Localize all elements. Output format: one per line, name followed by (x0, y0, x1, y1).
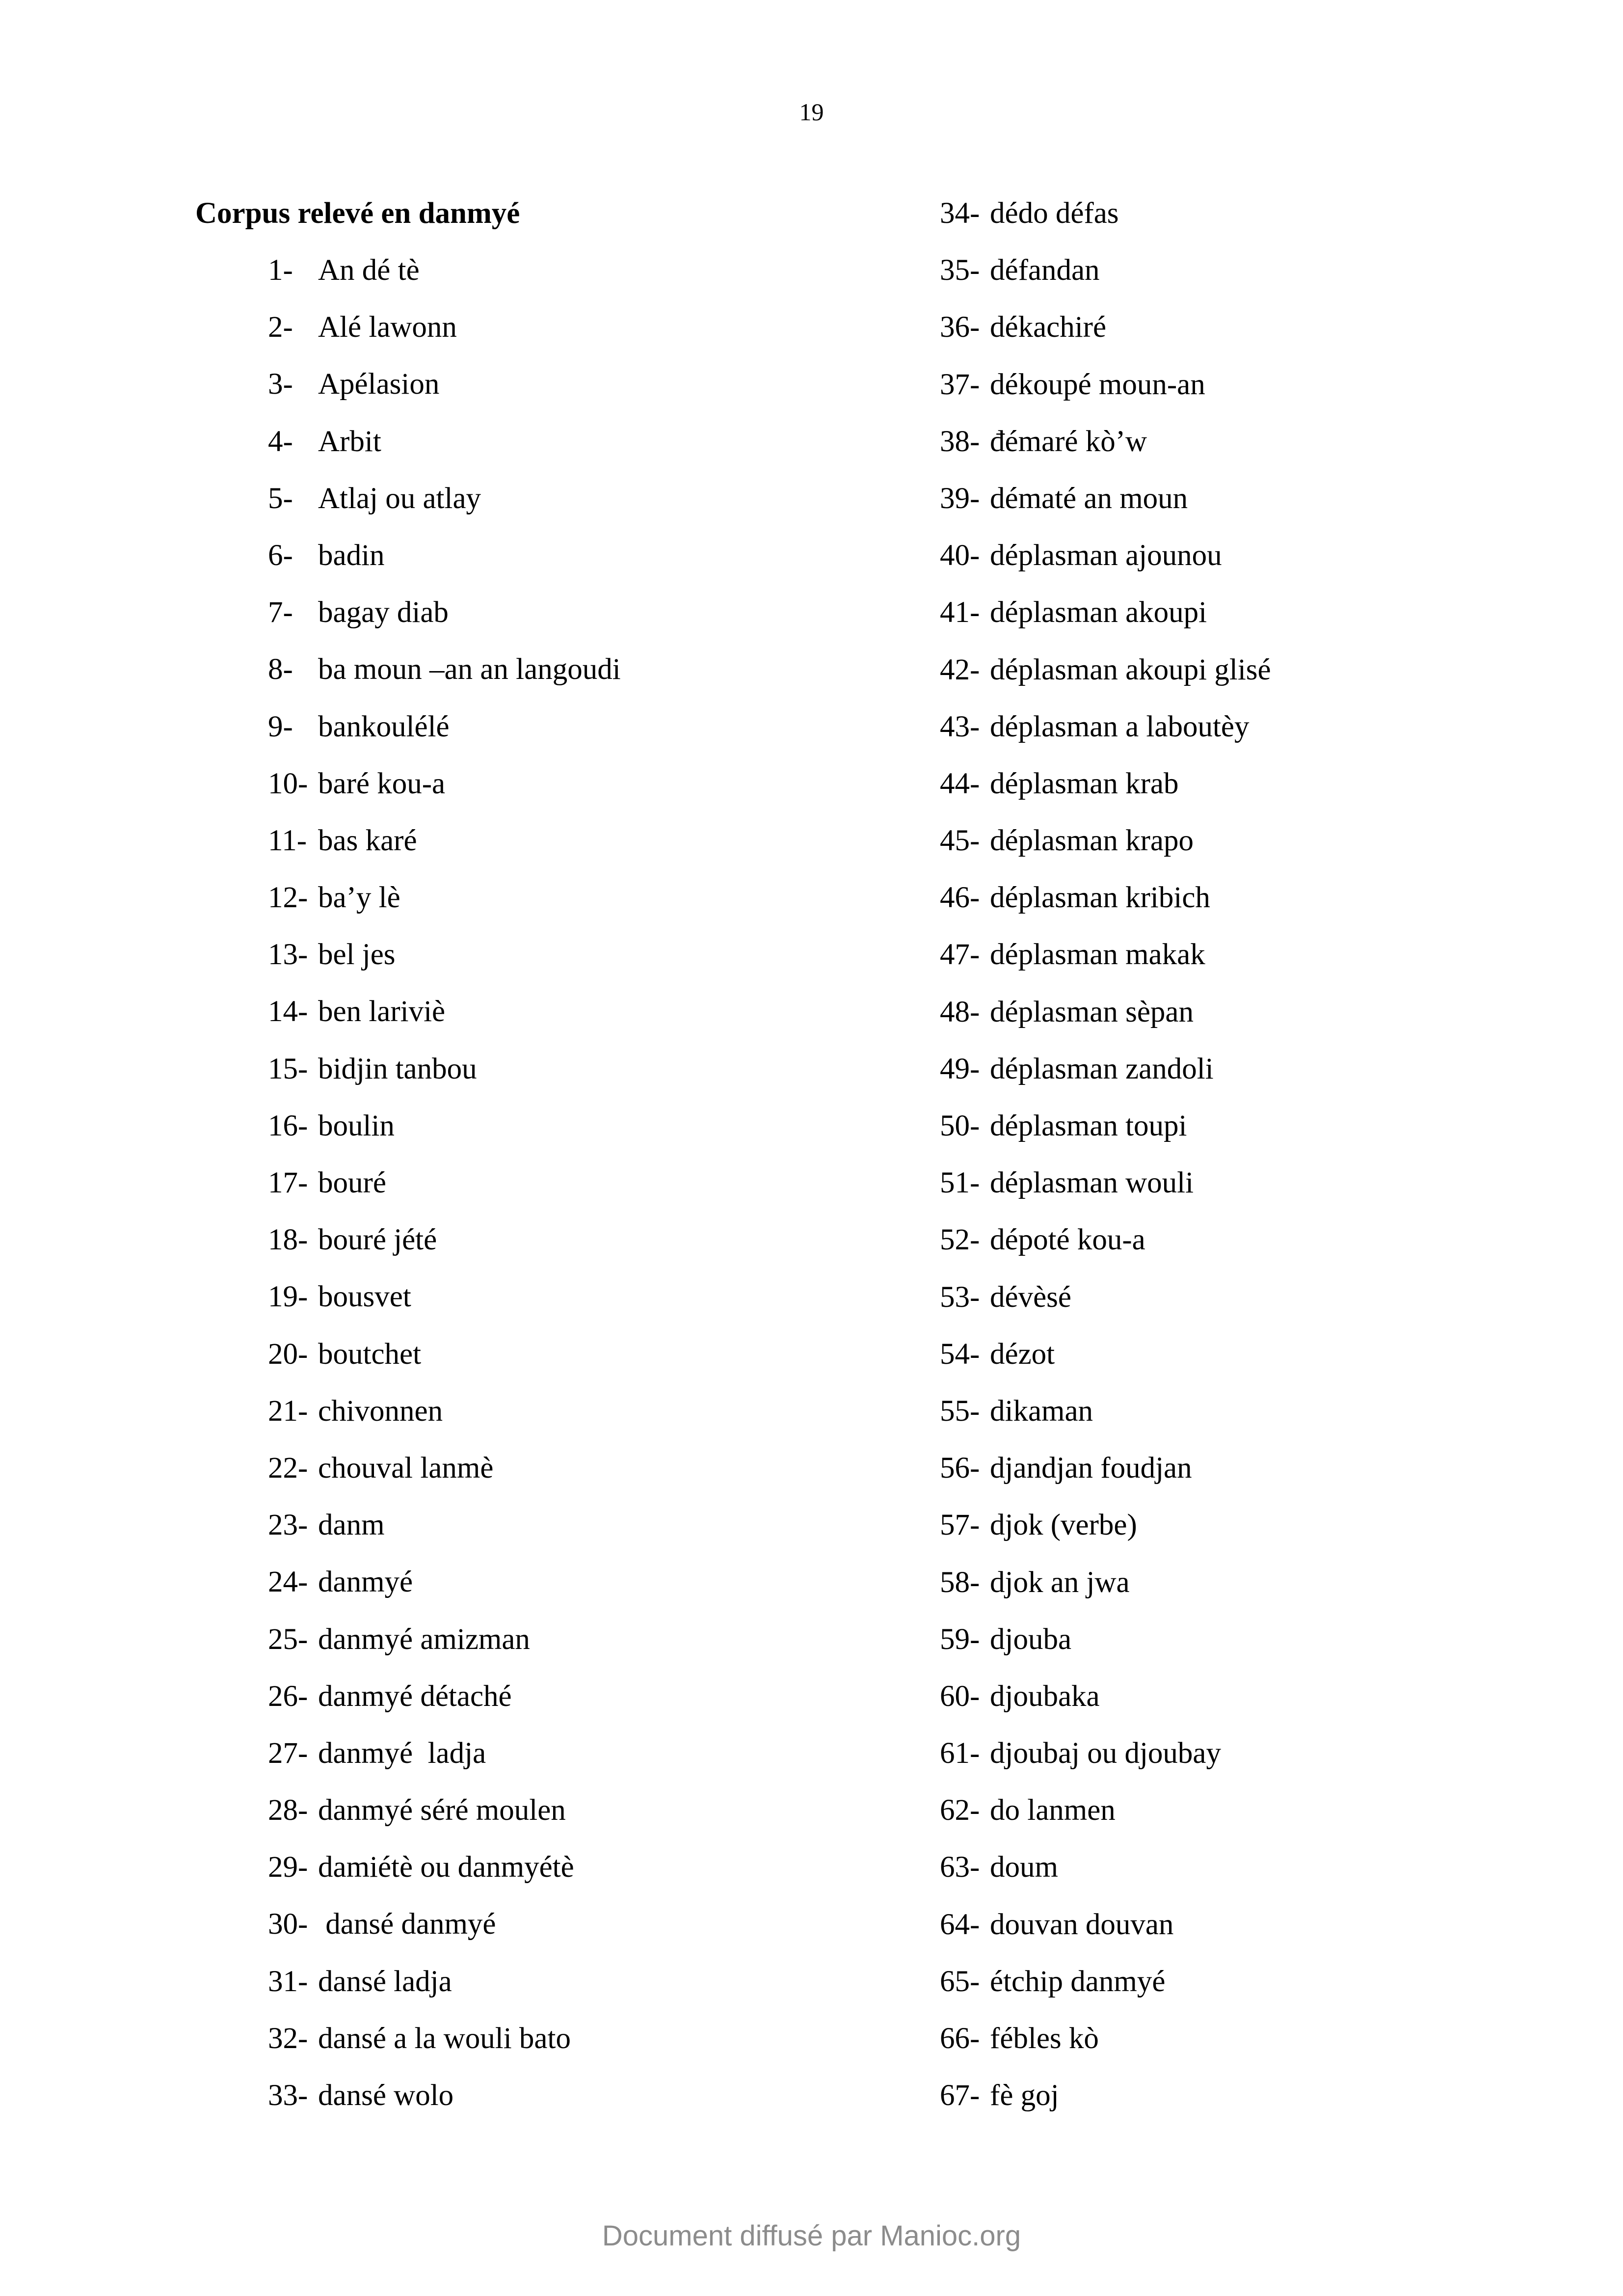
list-item (268, 2079, 621, 2135)
item-term: déplasman sèpan (990, 995, 1194, 1028)
footer-credit: Document diffusé par Manioc.org (602, 2220, 1021, 2252)
list-item (268, 1679, 621, 1736)
item-number: 18- (268, 1223, 308, 1257)
list-item (940, 824, 1271, 881)
list-item (940, 539, 1271, 595)
item-term: dédo défas (990, 197, 1119, 230)
item-term: déplasman akoupi (990, 596, 1207, 629)
item-term: chivonnen (318, 1394, 443, 1428)
item-term: fè goj (990, 2079, 1059, 2112)
item-term: Apélasion (318, 368, 440, 401)
list-item (268, 710, 621, 767)
list-item (268, 425, 621, 482)
item-number: 26- (268, 1679, 308, 1713)
list-item (268, 310, 621, 367)
item-term: dézot (990, 1337, 1055, 1371)
list-item (268, 595, 621, 652)
list-item (940, 482, 1271, 539)
item-number: 10- (268, 767, 308, 800)
item-term: bouré (318, 1166, 386, 1199)
item-term: dékachiré (990, 311, 1107, 344)
item-number: 27- (268, 1736, 308, 1770)
list-item (940, 881, 1271, 938)
item-term: défandan (990, 254, 1100, 287)
item-term: bankoulélé (318, 710, 450, 743)
item-term: fébles kò (990, 2022, 1099, 2055)
item-number: 9- (268, 710, 293, 743)
corpus-list-right (940, 196, 1271, 2135)
item-number: 38- (940, 425, 980, 458)
item-number: 14- (268, 995, 308, 1028)
item-term: bagay diab (318, 596, 449, 629)
item-term: danmyé ladja (318, 1736, 486, 1770)
item-number: 40- (940, 539, 980, 572)
item-term: danmyé (318, 1566, 413, 1599)
item-number: 54- (940, 1337, 980, 1371)
item-term: dansé ladja (318, 1965, 452, 1998)
item-number: 53- (940, 1280, 980, 1314)
list-item (268, 367, 621, 424)
item-term: étchip danmyé (990, 1965, 1166, 1998)
item-term: djok an jwa (990, 1566, 1130, 1599)
list-item (940, 1223, 1271, 1280)
list-item (940, 767, 1271, 824)
list-item (940, 2022, 1271, 2079)
page-number: 19 (799, 98, 824, 126)
item-term: déplasman akoupi glisé (990, 653, 1271, 686)
list-item (268, 652, 621, 709)
item-term: dansé a la wouli bato (318, 2022, 571, 2055)
item-number: 12- (268, 881, 308, 915)
item-number: 47- (940, 938, 980, 972)
item-number: 20- (268, 1337, 308, 1371)
item-term: danmyé détaché (318, 1679, 512, 1713)
list-item (268, 1793, 621, 1850)
item-number: 39- (940, 482, 980, 515)
item-term: danm (318, 1509, 385, 1542)
item-term: dévèsé (990, 1280, 1071, 1314)
item-term: déplasman makak (990, 938, 1205, 972)
item-term: déplasman ajounou (990, 539, 1222, 572)
item-term: danmyé séré moulen (318, 1794, 566, 1827)
item-term: Arbit (318, 425, 381, 458)
list-item (940, 253, 1271, 310)
list-item (940, 710, 1271, 767)
item-number: 1- (268, 254, 293, 287)
item-term: douvan douvan (990, 1908, 1174, 1941)
list-item (268, 1337, 621, 1394)
list-item (940, 1508, 1271, 1565)
item-term: chouval lanmè (318, 1451, 494, 1485)
item-number: 21- (268, 1394, 308, 1428)
list-item (940, 1793, 1271, 1850)
item-number: 41- (940, 596, 980, 629)
item-number: 51- (940, 1166, 980, 1200)
item-number: 4- (268, 425, 293, 458)
item-number: 16- (268, 1109, 308, 1142)
list-item (940, 1052, 1271, 1109)
list-item (940, 1736, 1271, 1793)
list-item (940, 2079, 1271, 2135)
list-item (268, 881, 621, 938)
list-item (268, 1223, 621, 1280)
list-item (940, 1166, 1271, 1223)
item-term: déplasman a laboutèy (990, 710, 1250, 743)
list-item (268, 1280, 621, 1337)
section-title: Corpus relevé en danmyé (195, 197, 520, 230)
list-item (940, 1337, 1271, 1394)
item-number: 63- (940, 1851, 980, 1884)
item-number: 23- (268, 1509, 308, 1542)
item-number: 13- (268, 938, 308, 972)
item-term: dikaman (990, 1394, 1093, 1428)
item-term: doum (990, 1851, 1058, 1884)
list-item (940, 1908, 1271, 1965)
list-item (940, 1566, 1271, 1622)
item-number: 57- (940, 1509, 980, 1542)
item-number: 8- (268, 653, 293, 686)
list-item (940, 1965, 1271, 2022)
list-item (940, 368, 1271, 425)
item-term: déplasman krab (990, 767, 1179, 800)
item-term: ba moun –an an langoudi (318, 653, 621, 686)
list-item (268, 1907, 621, 1964)
item-term: dématé an moun (990, 482, 1188, 515)
item-term: djok (verbe) (990, 1509, 1137, 1542)
item-term: dansé wolo (318, 2079, 454, 2112)
item-term: do lanmen (990, 1794, 1116, 1827)
list-item (268, 2022, 621, 2079)
list-item (268, 1394, 621, 1451)
item-number: 52- (940, 1223, 980, 1257)
item-number: 17- (268, 1166, 308, 1199)
list-item (940, 196, 1271, 253)
item-number: 34- (940, 197, 980, 230)
item-number: 32- (268, 2022, 308, 2055)
item-number: 43- (940, 710, 980, 743)
list-item (268, 938, 621, 995)
list-item (268, 539, 621, 595)
item-term: djoubaj ou djoubay (990, 1737, 1221, 1770)
list-item (268, 482, 621, 539)
item-term: An dé tè (318, 254, 420, 287)
item-number: 15- (268, 1052, 308, 1085)
list-item (268, 1736, 621, 1793)
item-term: boutchet (318, 1337, 422, 1371)
item-term: djandjan foudjan (990, 1452, 1192, 1485)
item-number: 33- (268, 2079, 308, 2112)
list-item (268, 1850, 621, 1907)
list-item (940, 995, 1271, 1052)
list-item (940, 310, 1271, 367)
list-item (268, 1965, 621, 2022)
item-number: 29- (268, 1851, 308, 1884)
item-number: 36- (940, 311, 980, 344)
item-term: Atlaj ou atlay (318, 482, 481, 515)
list-item (940, 1109, 1271, 1166)
item-term: déplasman wouli (990, 1166, 1194, 1200)
item-number: 50- (940, 1109, 980, 1142)
list-item (268, 1109, 621, 1166)
item-term: déplasman zandoli (990, 1052, 1214, 1085)
item-number: 64- (940, 1908, 980, 1941)
item-term: Alé lawonn (318, 311, 457, 344)
list-item (940, 1622, 1271, 1679)
item-term: bel jes (318, 938, 396, 972)
item-number: 56- (940, 1452, 980, 1485)
list-item (940, 1451, 1271, 1508)
item-term: danmyé amizman (318, 1622, 530, 1656)
item-number: 35- (940, 254, 980, 287)
list-item (268, 1565, 621, 1622)
list-item (268, 253, 621, 310)
item-number: 61- (940, 1737, 980, 1770)
item-number: 22- (268, 1451, 308, 1485)
list-item (940, 653, 1271, 710)
list-item (940, 1679, 1271, 1736)
item-number: 62- (940, 1794, 980, 1827)
item-term: dépoté kou-a (990, 1223, 1145, 1257)
item-number: 45- (940, 824, 980, 858)
item-number: 37- (940, 368, 980, 401)
item-number: 25- (268, 1622, 308, 1656)
list-item (940, 595, 1271, 652)
item-number: 59- (940, 1622, 980, 1656)
list-item (268, 824, 621, 881)
list-item (940, 425, 1271, 482)
item-number: 44- (940, 767, 980, 800)
item-number: 67- (940, 2079, 980, 2112)
list-item (268, 1166, 621, 1223)
item-term: badin (318, 539, 385, 572)
list-item (268, 1451, 621, 1508)
item-term: bouré jété (318, 1223, 437, 1257)
list-item (268, 1622, 621, 1679)
item-number: 31- (268, 1965, 308, 1998)
item-term: bas karé (318, 824, 417, 857)
item-number: 3- (268, 368, 293, 401)
item-term: djouba (990, 1622, 1072, 1656)
item-number: 28- (268, 1794, 308, 1827)
list-item (268, 1508, 621, 1565)
item-number: 42- (940, 653, 980, 686)
item-number: 19- (268, 1280, 308, 1314)
item-number: 48- (940, 995, 980, 1028)
item-term: déplasman kribich (990, 881, 1210, 915)
item-term: ben lariviè (318, 995, 446, 1028)
item-term: baré kou-a (318, 767, 446, 800)
item-number: 30- (268, 1908, 308, 1941)
list-item (268, 1052, 621, 1109)
item-number: 60- (940, 1679, 980, 1713)
item-number: 66- (940, 2022, 980, 2055)
item-term: déplasman toupi (990, 1109, 1187, 1142)
item-term: djoubaka (990, 1679, 1100, 1713)
item-number: 55- (940, 1394, 980, 1428)
item-term: dansé danmyé (318, 1908, 496, 1941)
item-term: ba’y lè (318, 881, 400, 915)
item-number: 5- (268, 482, 293, 515)
list-item (268, 995, 621, 1052)
list-item (940, 1394, 1271, 1451)
list-item (940, 1280, 1271, 1337)
list-item (940, 938, 1271, 995)
item-number: 2- (268, 311, 293, 344)
corpus-list-left (268, 253, 621, 2135)
item-term: boulin (318, 1109, 395, 1142)
item-term: déplasman krapo (990, 824, 1194, 858)
item-number: 46- (940, 881, 980, 915)
item-number: 58- (940, 1566, 980, 1599)
item-term: bidjin tanbou (318, 1052, 477, 1085)
item-term: dékoupé moun-an (990, 368, 1205, 401)
item-term: damiétè ou danmyétè (318, 1851, 574, 1884)
list-item (268, 767, 621, 824)
item-term: đémaré kò’w (990, 425, 1147, 458)
item-number: 11- (268, 824, 307, 857)
item-number: 6- (268, 539, 293, 572)
item-term: bousvet (318, 1280, 411, 1314)
item-number: 65- (940, 1965, 980, 1998)
list-item (940, 1850, 1271, 1907)
item-number: 49- (940, 1052, 980, 1085)
item-number: 24- (268, 1566, 308, 1599)
item-number: 7- (268, 596, 293, 629)
